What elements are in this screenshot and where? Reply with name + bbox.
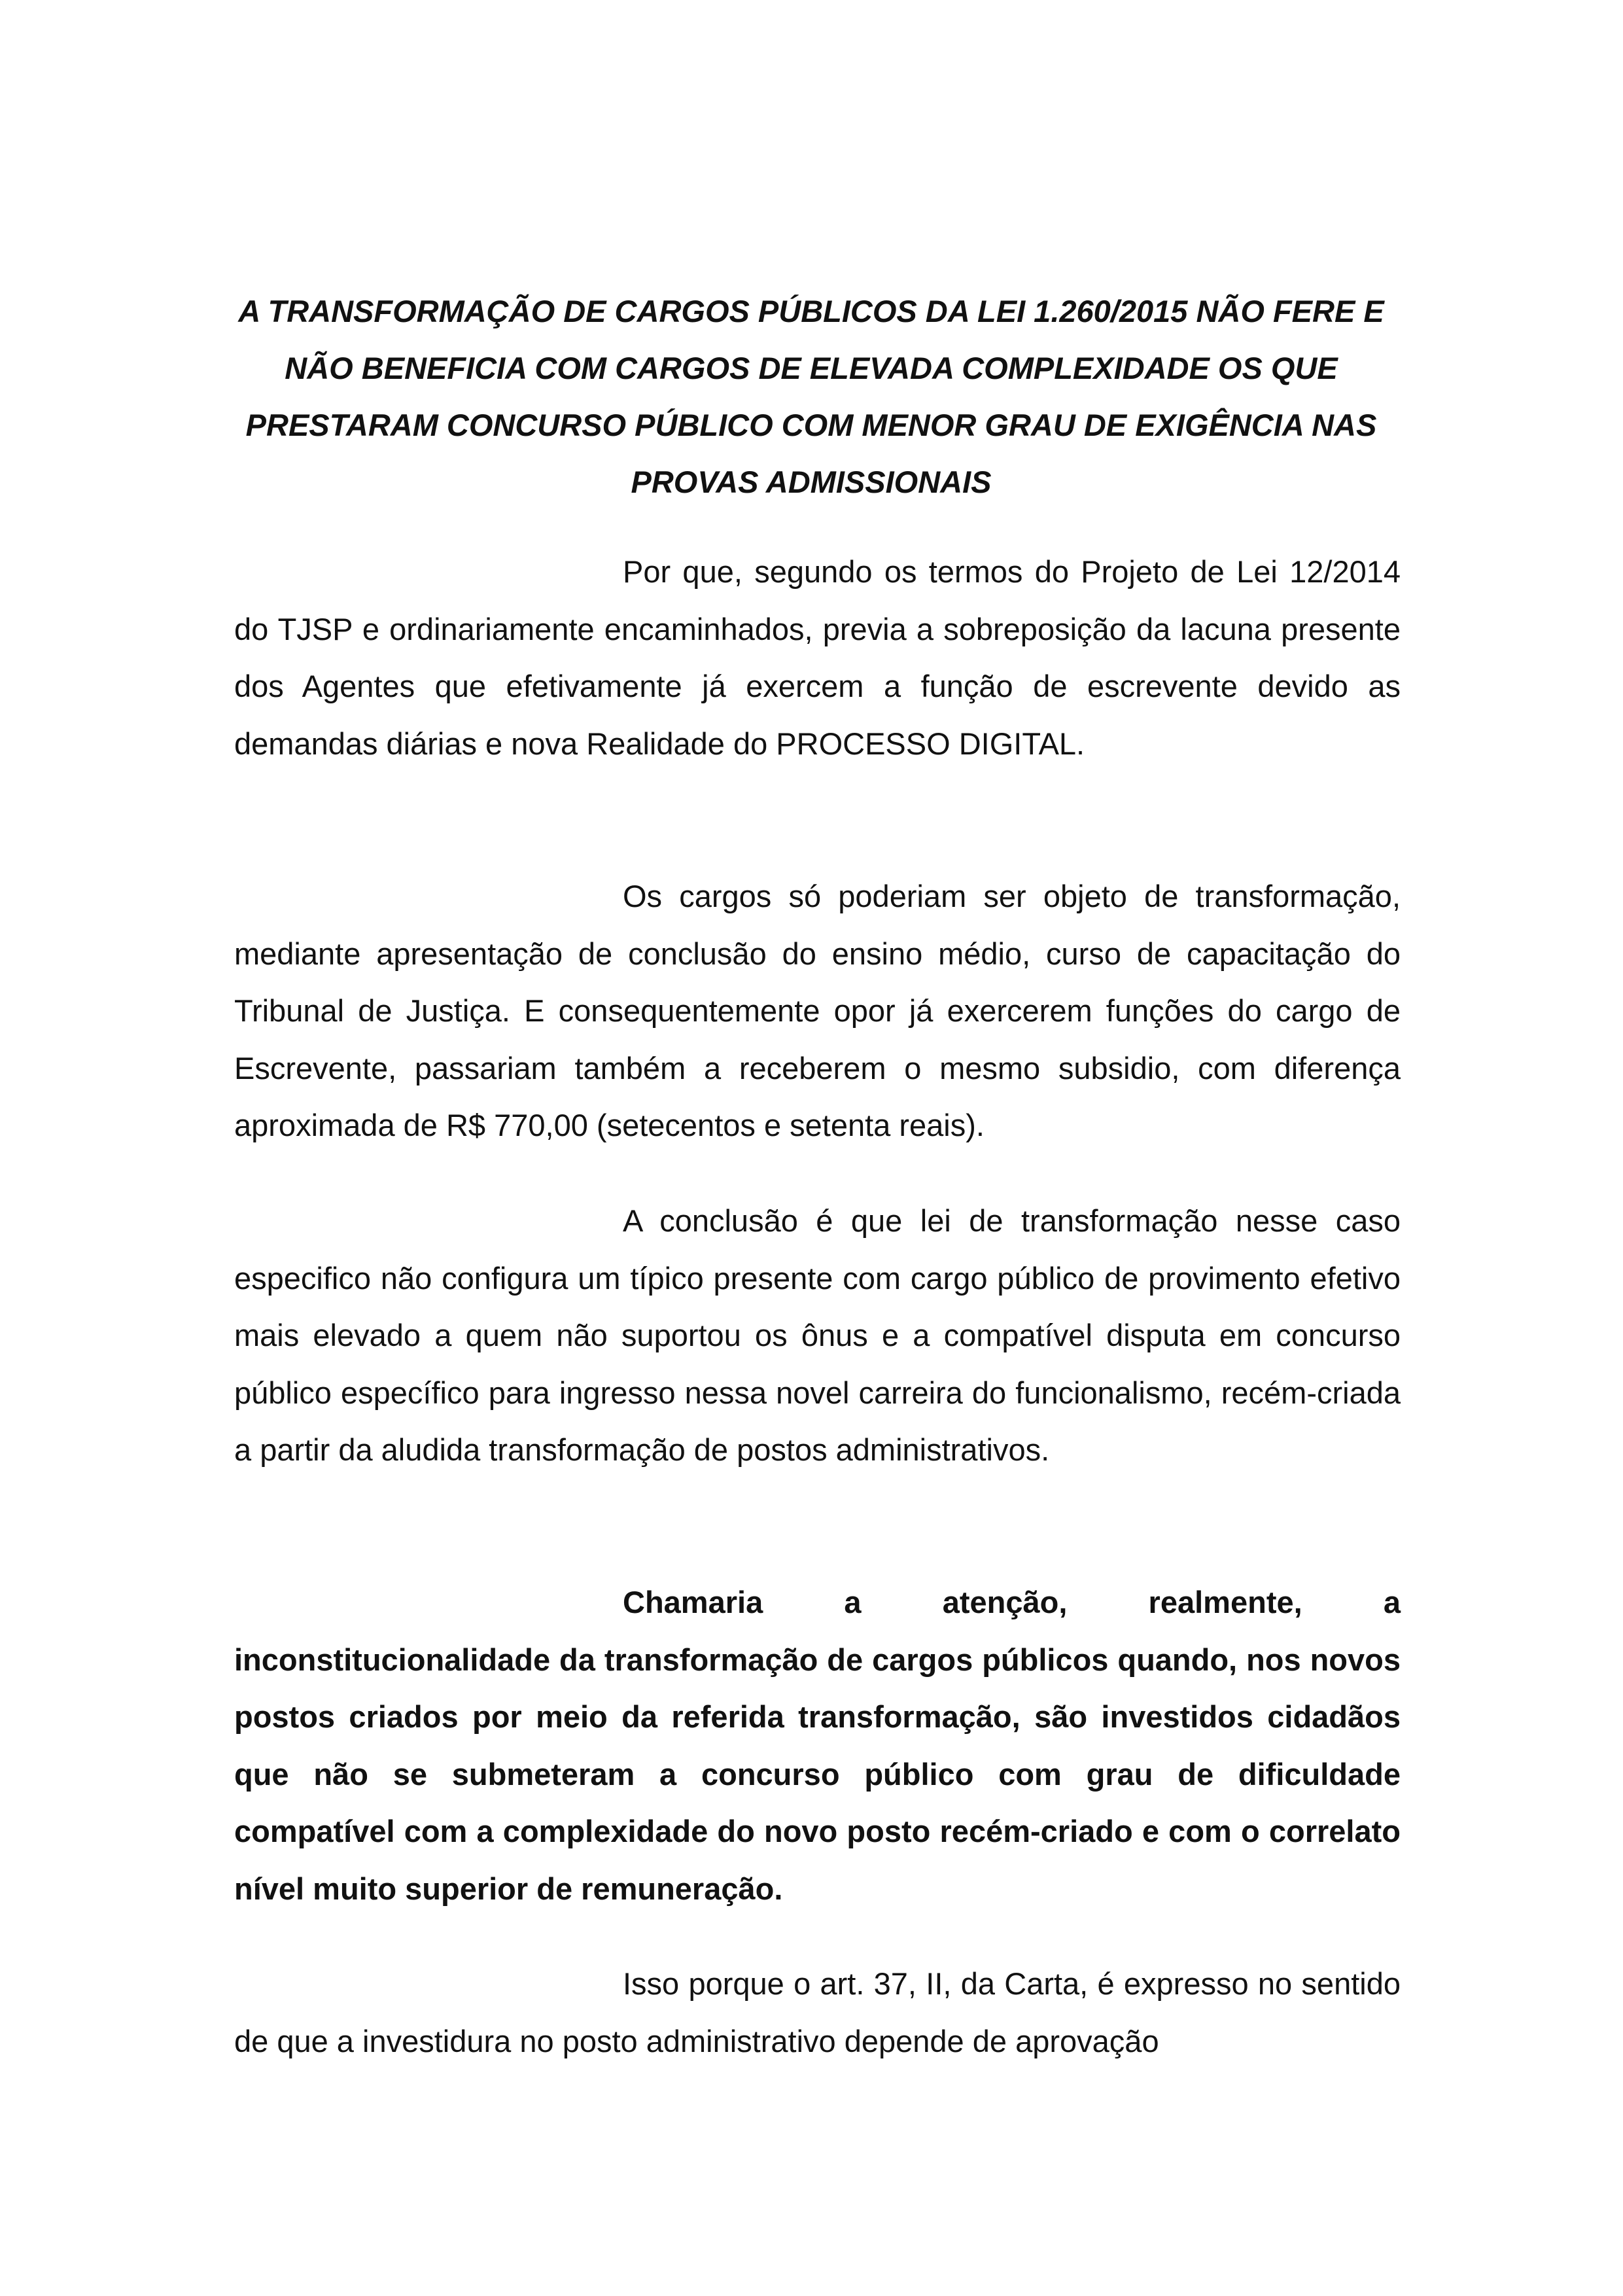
paragraph-2: Os cargos só poderiam ser objeto de transformação, mediante apresentação de conclusão do ensino médio, curso de capacitação do Tribunal de Justiça. E consequentemente opor já exercerem funções do cargo de Escrevente, passariam também a receberem o mesmo subsidio, com diferença aproximada de R$ 770,00 (setecentos e setenta reais). xyxy=(234,879,1401,1142)
document-title: A TRANSFORMAÇÃO DE CARGOS PÚBLICOS DA LEI 1.260/2015 NÃO FERE E NÃO BENEFICIA COM CARGOS DE ELEVADA COMPLEXIDADE OS QUE PRESTARAM CONCURSO PÚBLICO COM MENOR GRAU DE EXIGÊNCIA NAS PROVAS ADMISSIONAIS xyxy=(238,294,1384,499)
paragraph-5: Isso porque o art. 37, II, da Carta, é expresso no sentido de que a investidura no posto administrativo depende de aprovação xyxy=(234,1966,1401,2058)
paragraph-3: A conclusão é que lei de transformação nesse caso especifico não configura um típico presente com cargo público de provimento efetivo mais elevado a quem não suportou os ônus e a compatível disputa em concurso público específico para ingresso nessa novel carreira do funcionalismo, recém-criada a partir da aludida transformação de postos administrativos. xyxy=(234,1203,1401,1467)
paragraph-4-emphasis: Chamaria a atenção, realmente, a inconstitucionalidade da transformação de cargos públicos quando, nos novos postos criados por meio da referida transformação, são investidos cidadãos que não se submeteram a concurso público com grau de dificuldade compatível com a complexidade do novo posto recém-criado e com o correlato nível muito superior de remuneração. xyxy=(234,1585,1401,1906)
paragraph-1: Por que, segundo os termos do Projeto de Lei 12/2014 do TJSP e ordinariamente encaminhados, previa a sobreposição da lacuna presente dos Agentes que efetivamente já exercem a função de escrevente devido as demandas diárias e nova Realidade do PROCESSO DIGITAL. xyxy=(234,554,1401,761)
